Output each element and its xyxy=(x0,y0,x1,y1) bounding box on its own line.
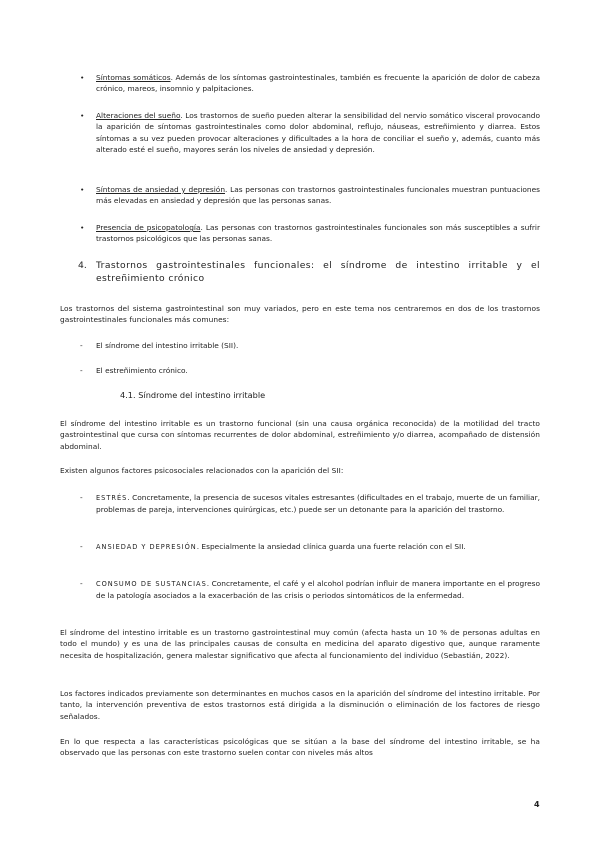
bullet-marker: • xyxy=(80,73,85,82)
bullet-marker: • xyxy=(80,223,85,232)
page-number: 4 xyxy=(534,800,540,809)
bullet-sleep-alterations xyxy=(96,110,540,156)
dash-marker: - xyxy=(80,341,83,350)
paragraph-sii-definition: El síndrome del intestino irritable es un trastorno funcional (sin una causa orgánica reconocida) de la motilidad del tracto gastrointestinal que cursa con síntomas recurrentes de dolor abdominal, estreñimiento y/o diarrea, acompañado de distensión abdominal. xyxy=(60,419,540,451)
paragraph-sii-common: El síndrome del intestino irritable es un trastorno gastrointestinal muy común (afecta hasta un 10 % de personas adultas en todo el mundo) y es una de las principales causas de consulta en medicina del aparato digestivo que, aunque raramente necesita de hospitalización, genera malestar significativo que afecta al funcionamiento del individuo (Sebastián, 2022). xyxy=(60,628,540,660)
paragraph-factors-determinant: Los factores indicados previamente son determinantes en muchos casos en la aparición del síndrome del intestino irritable. Por tanto, la intervención preventiva de estos trastornos está dirigida a la disminución o eliminación de los factores de riesgo señalados. xyxy=(60,689,540,721)
paragraph-factors-intro: Existen algunos factores psicosociales relacionados con la aparición del SII: xyxy=(60,466,344,475)
paragraph-psychological: En lo que respecta a las características psicológicas que se sitúan a la base del síndrome del intestino irritable, se ha observado que las personas con este trastorno suelen contar con niveles más altos xyxy=(60,737,540,758)
dash-marker: - xyxy=(80,366,83,375)
factor-stress xyxy=(96,492,540,516)
subsection-heading: 4.1. Síndrome del intestino irritable xyxy=(120,390,266,400)
factor-text: . Concretamente, la presencia de sucesos vitales estresantes (dificultades en el trabajo, muerte de un familiar, problemas de pareja, intervenciones quirúrgicas, etc.) puede ser un detonante para la aparición del trastorno. xyxy=(96,493,540,515)
bullet-text: . Los trastornos de sueño pueden alterar la sensibilidad del nervio somático visceral provocando la aparición de síntomas gastrointestinales como dolor abdominal, reflujo, náuseas, estreñimiento y diarrea. Estos síntomas a su vez pueden provocar alteraciones y dificultades a la hora de conciliar el sueño y, además, cuanto más alterado esté el sueño, mayores serán los niveles de ansiedad y depresión. xyxy=(96,111,540,155)
factor-text: . Especialmente la ansiedad clínica guarda una fuerte relación con el SII. xyxy=(196,542,466,551)
bullet-text: . Las personas con trastornos gastrointestinales funcionales son más susceptibles a sufrir trastornos psicológicos que las personas sanas. xyxy=(96,223,540,244)
bullet-title: Síntomas de ansiedad y depresión xyxy=(96,185,225,194)
factor-label: ESTRÉS xyxy=(96,494,128,502)
dash-item-sii: El síndrome del intestino irritable (SII). xyxy=(96,341,239,350)
dash-marker: - xyxy=(80,579,83,588)
factor-label: ANSIEDAD Y DEPRESIÓN xyxy=(96,543,197,551)
bullet-psychopathology xyxy=(96,222,540,245)
dash-item-constipation: El estreñimiento crónico. xyxy=(96,366,188,375)
intro-paragraph: Los trastornos del sistema gastrointestinal son muy variados, pero en este tema nos centraremos en dos de los trastornos gastrointestinales funcionales más comunes: xyxy=(60,304,540,325)
factor-substance-use xyxy=(96,578,540,602)
bullet-text: . Las personas con trastornos gastrointestinales funcionales muestran puntuaciones más elevadas en ansiedad y depresión que las personas sanas. xyxy=(96,185,540,206)
bullet-title: Síntomas somáticos xyxy=(96,73,171,82)
factor-label: CONSUMO DE SUSTANCIAS xyxy=(96,580,207,588)
bullet-title: Presencia de psicopatología xyxy=(96,223,201,232)
section-heading: Trastornos gastrointestinales funcionales: el síndrome de intestino irritable y el estreñimiento crónico xyxy=(96,260,540,284)
bullet-text: . Además de los síntomas gastrointestinales, también es frecuente la aparición de dolor de cabeza crónico, mareos, insomnio y palpitaciones. xyxy=(96,73,540,94)
bullet-anxiety-depression xyxy=(96,184,540,207)
factor-text: . Concretamente, el café y el alcohol podrían influir de manera importante en el progreso de la patología asociados a la exacerbación de las crisis o periodos sintomáticos de la enfermedad. xyxy=(96,579,540,601)
bullet-title: Alteraciones del sueño xyxy=(96,111,181,120)
bullet-marker: • xyxy=(80,185,85,194)
dash-marker: - xyxy=(80,493,83,502)
bullet-somatic-symptoms xyxy=(96,72,540,95)
bullet-marker: • xyxy=(80,111,85,120)
factor-anxiety-depression xyxy=(96,541,540,553)
section-number: 4. xyxy=(78,260,87,271)
dash-marker: - xyxy=(80,542,83,551)
